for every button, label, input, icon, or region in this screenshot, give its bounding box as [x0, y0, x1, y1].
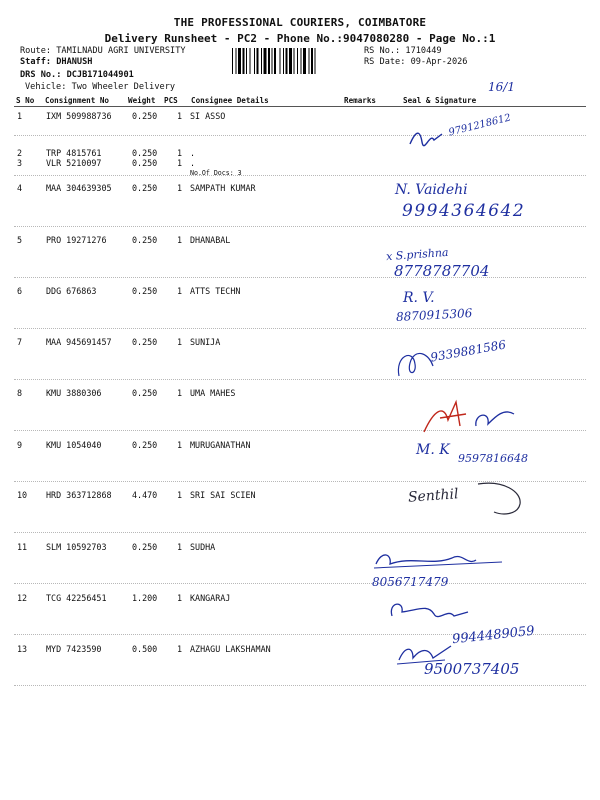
row-weight: 0.250	[132, 111, 158, 121]
row-pieces: 1	[177, 111, 183, 121]
signature-row1	[408, 126, 448, 150]
row-weight: 0.250	[132, 542, 158, 552]
row-consignee-name: .	[190, 158, 196, 168]
handwritten-phone-row6: 8870915306	[395, 306, 473, 324]
row-pieces: 1	[177, 542, 183, 552]
row-consignee-name: UMA MAHES	[190, 388, 236, 398]
row-consignee-name: KANGARAJ	[190, 593, 231, 603]
row-pieces: 1	[177, 148, 183, 158]
row-consignment-number: KMU 3880306	[46, 388, 102, 398]
company-title: THE PROFESSIONAL COURIERS, COIMBATORE	[173, 16, 427, 29]
col-sno: S No	[16, 96, 35, 105]
handwritten-name-row4: N. Vaidehi	[395, 182, 468, 198]
signature-row11	[372, 546, 512, 574]
row-weight: 0.250	[132, 158, 158, 168]
row-weight: 0.250	[132, 235, 158, 245]
drs-number: DRS No.: DCJB171044901	[20, 70, 134, 80]
row-sno: 10	[17, 490, 28, 500]
row-weight: 4.470	[132, 490, 158, 500]
row-weight: 0.250	[132, 286, 158, 296]
route-label: Route: TAMILNADU AGRI UNIVERSITY	[20, 46, 186, 56]
signature-row8	[420, 396, 520, 436]
no-of-docs: No.Of Docs: 3	[190, 169, 242, 177]
row-consignment-number: MYD 7423590	[46, 644, 102, 654]
row-sno: 5	[17, 235, 23, 245]
row-weight: 0.250	[132, 337, 158, 347]
row-sno: 1	[17, 111, 23, 121]
handwritten-name-row6: R. V.	[403, 290, 435, 306]
row-consignee-name: SUDHA	[190, 542, 216, 552]
row-consignee-name: ATTS TECHN	[190, 286, 241, 296]
col-seal-signature: Seal & Signature	[403, 96, 477, 105]
staff-label: Staff: DHANUSH	[20, 57, 93, 67]
handwritten-name-row5: x S.prishna	[385, 245, 449, 264]
row-consignment-number: SLM 10592703	[46, 542, 107, 552]
row-pieces: 1	[177, 158, 183, 168]
row-pieces: 1	[177, 593, 183, 603]
row-consignment-number: KMU 1054040	[46, 440, 102, 450]
row-consignee-name: SAMPATH KUMAR	[190, 183, 256, 193]
col-weight: Weight	[128, 96, 156, 105]
handwritten-phone-row1: 9791218612	[447, 112, 513, 139]
row-sno: 6	[17, 286, 23, 296]
row-consignee-name: MURUGANATHAN	[190, 440, 251, 450]
row-consignee-name: SI ASSO	[190, 111, 226, 121]
handwritten-phone-row13: 9500737405	[424, 660, 520, 678]
row-consignee-name: DHANABAL	[190, 235, 231, 245]
row-consignment-number: DDG 676863	[46, 286, 97, 296]
handwritten-name-row10: Senthil	[407, 486, 459, 506]
row-consignment-number: HRD 363712868	[46, 490, 112, 500]
row-pieces: 1	[177, 337, 183, 347]
row-divider	[14, 277, 586, 278]
col-consignment: Consignment No	[45, 96, 110, 105]
stamp-row10	[474, 478, 526, 518]
rs-number: RS No.: 1710449	[364, 46, 442, 56]
row-consignment-number: IXM 509988736	[46, 111, 112, 121]
row-sno: 3	[17, 158, 23, 168]
row-divider	[14, 226, 586, 227]
row-divider	[14, 379, 586, 380]
handwritten-phone-row9: 9597816648	[458, 452, 528, 465]
row-sno: 7	[17, 337, 23, 347]
handwritten-phone-row7: 9339881586	[429, 337, 507, 365]
handwritten-name-row9: M. K	[416, 442, 450, 458]
row-pieces: 1	[177, 388, 183, 398]
row-sno: 9	[17, 440, 23, 450]
row-consignee-name: AZHAGU LAKSHAMAN	[190, 644, 271, 654]
vehicle-label: Vehicle: Two Wheeler Delivery	[25, 82, 176, 92]
row-consignment-number: TCG 42256451	[46, 593, 107, 603]
row-divider	[14, 175, 586, 176]
col-pcs: PCS	[164, 96, 178, 105]
row-weight: 0.250	[132, 388, 158, 398]
header-divider	[14, 106, 586, 107]
row-divider	[14, 685, 586, 686]
row-sno: 13	[17, 644, 28, 654]
row-consignment-number: MAA 304639305	[46, 183, 112, 193]
row-sno: 11	[17, 542, 28, 552]
row-consignment-number: VLR 5210097	[46, 158, 102, 168]
row-consignment-number: PRO 19271276	[46, 235, 107, 245]
row-divider	[14, 328, 586, 329]
row-divider	[14, 135, 586, 136]
row-consignee-name: SUNIJA	[190, 337, 221, 347]
row-sno: 4	[17, 183, 23, 193]
handwritten-date: 16/1	[488, 80, 515, 94]
row-sno: 12	[17, 593, 28, 603]
row-consignee-name: .	[190, 148, 196, 158]
col-consignee: Consignee Details	[191, 96, 269, 105]
row-weight: 0.250	[132, 440, 158, 450]
signature-row12	[388, 598, 484, 628]
row-consignee-name: SRI SAI SCIEN	[190, 490, 256, 500]
handwritten-phone-row11: 8056717479	[372, 575, 449, 589]
row-pieces: 1	[177, 644, 183, 654]
handwritten-phone-row5: 8778787704	[394, 262, 490, 280]
row-pieces: 1	[177, 286, 183, 296]
row-consignment-number: TRP 4815761	[46, 148, 102, 158]
handwritten-phone-row12: 9944489059	[451, 623, 536, 648]
row-weight: 0.250	[132, 183, 158, 193]
row-divider	[14, 532, 586, 533]
barcode-image	[232, 48, 360, 74]
row-pieces: 1	[177, 490, 183, 500]
row-pieces: 1	[177, 235, 183, 245]
row-sno: 2	[17, 148, 23, 158]
row-sno: 8	[17, 388, 23, 398]
row-divider	[14, 583, 586, 584]
row-pieces: 1	[177, 183, 183, 193]
row-pieces: 1	[177, 440, 183, 450]
handwritten-phone-row4: 9994364642	[402, 201, 526, 221]
col-remarks: Remarks	[344, 96, 377, 105]
runsheet-subtitle: Delivery Runsheet - PC2 - Phone No.:9047080280 - Page No.:1	[104, 32, 496, 45]
row-weight: 1.200	[132, 593, 158, 603]
row-weight: 0.500	[132, 644, 158, 654]
rs-date: RS Date: 09-Apr-2026	[364, 57, 468, 67]
row-consignment-number: MAA 945691457	[46, 337, 112, 347]
row-weight: 0.250	[132, 148, 158, 158]
